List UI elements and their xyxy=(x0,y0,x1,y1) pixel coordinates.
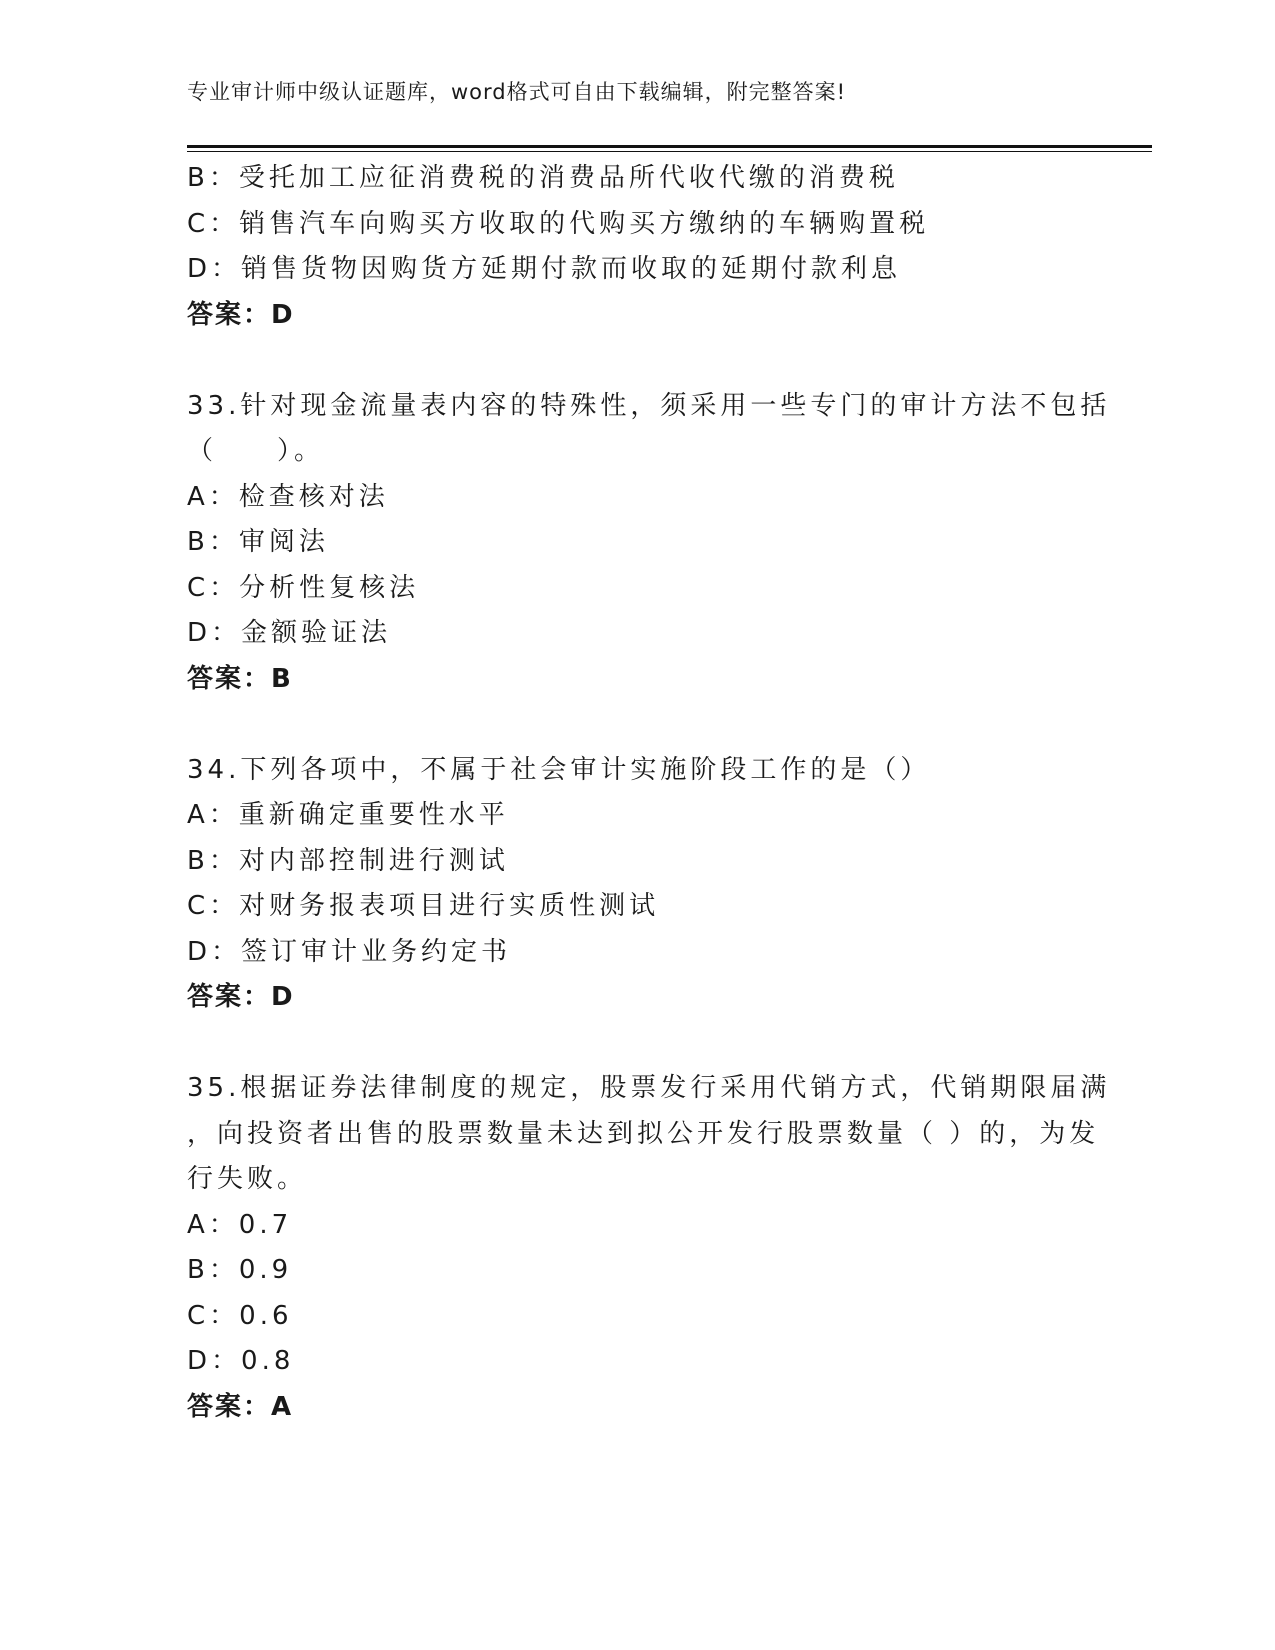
option-d: D：销售货物因购货方延期付款而收取的延期付款利息 xyxy=(187,254,902,284)
answer-line: 答案：B xyxy=(187,663,293,694)
option-d: D：签订审计业务约定书 xyxy=(187,936,512,967)
question-stem: 33.针对现金流量表内容的特殊性，须采用一些专门的审计方法不包括 xyxy=(187,390,1111,421)
spacer xyxy=(187,702,1087,748)
option-c: C：对财务报表项目进行实质性测试 xyxy=(187,891,660,921)
option-b: B：审阅法 xyxy=(187,527,329,557)
question-stem: 行失败。 xyxy=(187,1164,308,1194)
option-d: D：金额验证法 xyxy=(187,618,392,648)
option-c: C：0.6 xyxy=(187,1300,293,1331)
option-b: B：受托加工应征消费税的消费品所代收代缴的消费税 xyxy=(187,163,899,193)
question-stem: 34.下列各项中，不属于社会审计实施阶段工作的是（） xyxy=(187,754,931,785)
answer-line: 答案：D xyxy=(187,982,295,1012)
question-fragment xyxy=(187,156,1087,338)
header-divider-thin xyxy=(187,151,1152,152)
option-b: B：对内部控制进行测试 xyxy=(187,845,509,876)
question-33 xyxy=(187,384,1111,703)
question-35 xyxy=(187,1066,1111,1430)
option-a: A：0.7 xyxy=(187,1209,293,1240)
option-c: C：销售汽车向购买方收取的代购买方缴纳的车辆购置税 xyxy=(187,208,930,239)
question-stem: ，向投资者出售的股票数量未达到拟公开发行股票数量（ ）的，为发 xyxy=(187,1118,1100,1149)
question-content xyxy=(187,156,1111,1430)
spacer xyxy=(187,1021,1087,1067)
option-c: C：分析性复核法 xyxy=(187,572,420,603)
option-d: D：0.8 xyxy=(187,1346,295,1376)
answer-line: 答案：A xyxy=(187,1391,294,1422)
spacer xyxy=(187,338,1087,384)
option-a: A：重新确定重要性水平 xyxy=(187,800,509,830)
page-header: 专业审计师中级认证题库，word格式可自由下载编辑，附完整答案! xyxy=(187,80,847,104)
question-stem: （ ）。 xyxy=(187,436,325,466)
option-a: A：检查核对法 xyxy=(187,481,389,512)
header-divider-thick xyxy=(187,145,1152,148)
question-stem: 35.根据证券法律制度的规定，股票发行采用代销方式，代销期限届满 xyxy=(187,1073,1111,1103)
answer-line: 答案：D xyxy=(187,299,295,330)
question-34 xyxy=(187,748,1087,1021)
option-b: B：0.9 xyxy=(187,1255,293,1285)
